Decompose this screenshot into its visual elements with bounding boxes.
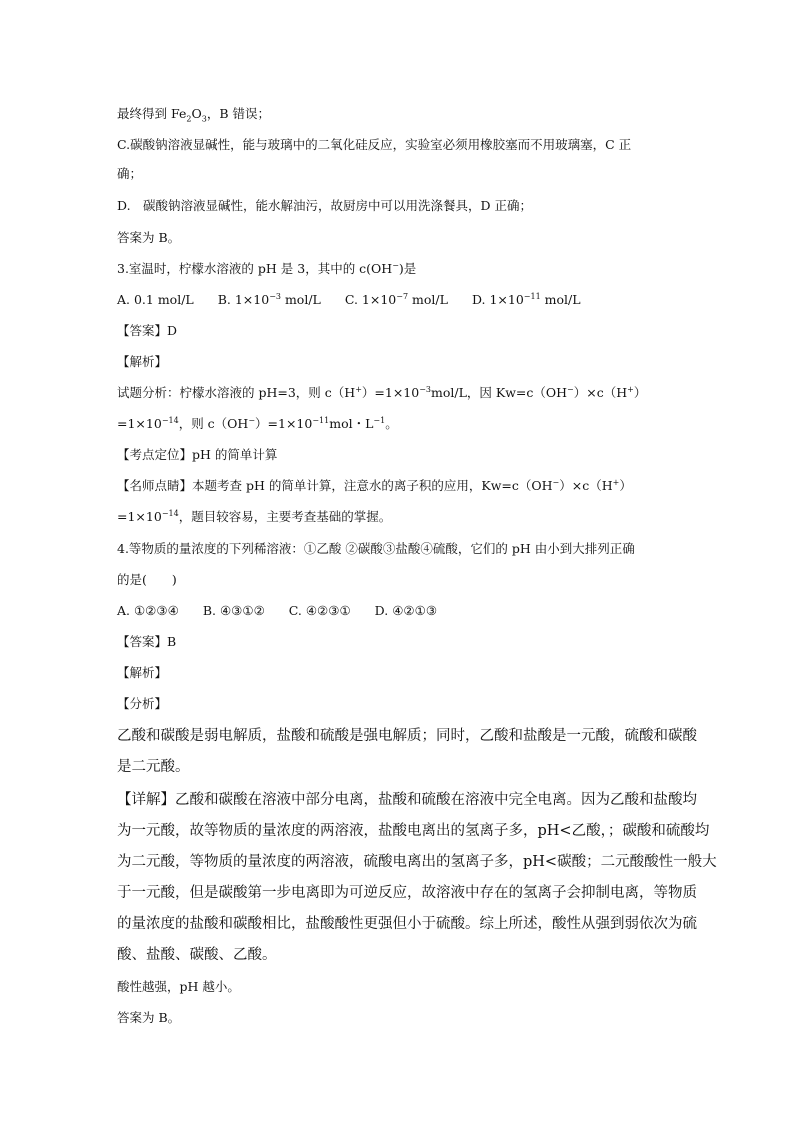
text-line: 的是( )	[117, 572, 177, 587]
question-3-options	[117, 290, 581, 310]
option-b: B. $1\times 10^{-3}$ mol/L	[217, 291, 321, 307]
option-d: D. ④②①③	[374, 603, 438, 618]
text-line: 确；	[117, 166, 143, 181]
text-line: 于一元酸，但是碳酸第一步电离即为可逆反应，故溶液中存在的氢离子会抑制电离，等物质	[117, 885, 697, 901]
text-line: 【详解】乙酸和碳酸在溶液中部分电离，盐酸和硫酸在溶液中完全电离。因为乙酸和盐酸均	[117, 792, 697, 808]
text-line: $=1\times 10^{-14}$，题目较容易，主要考查基础的掌握。	[117, 508, 392, 524]
text-line: 答案为 B。	[117, 1010, 181, 1025]
section-heading: 【分析】	[117, 696, 168, 711]
option-a: A. 0.1 mol/L	[117, 292, 194, 307]
option-b: B. ④③①②	[202, 603, 265, 618]
text-line: 【考点定位】pH 的简单计算	[117, 447, 278, 462]
text-line: 为一元酸，故等物质的量浓度的两溶液，盐酸电离出的氢离子多，pH<乙酸，；碳酸和硫酸均	[117, 823, 710, 839]
option-a: A. ①②③④	[117, 603, 179, 618]
question-4-stem: 4.等物质的量浓度的下列稀溶液：①乙酸 ②碳酸③盐酸④硫酸，它们的 pH 由小到大排列正确	[117, 541, 635, 556]
answer-label: 【答案】B	[117, 634, 177, 649]
question-3-stem: 3.室温时，柠檬水溶液的 pH 是 3，其中的 c(OH−)是	[117, 260, 417, 276]
text-line: C.碳酸钠溶液显碱性，能与玻璃中的二氧化硅反应，实验室必须用橡胶塞而不用玻璃塞，C 正	[117, 137, 632, 152]
text-line: $=1\times 10^{-14}$，则 $c(OH^-)=1\times 10^{-11}mol$・$L^{-1}$。	[117, 415, 398, 431]
option-c: C. ④②③①	[288, 603, 351, 618]
text-line: 最终得到 $Fe_2O_3$，B 错误；	[117, 106, 270, 124]
analysis-heading: 【解析】	[117, 354, 168, 369]
text-line: 酸、盐酸、碳酸、乙酸。	[117, 947, 277, 963]
text-line: 乙酸和碳酸是弱电解质，盐酸和硫酸是强电解质；同时，乙酸和盐酸是一元酸，硫酸和碳酸	[117, 728, 697, 744]
text-line: 是二元酸。	[117, 759, 190, 775]
text-line: 酸性越强，pH 越小。	[117, 979, 240, 994]
option-c: C. $1\times 10^{-7}$ mol/L	[344, 291, 448, 307]
option-d: D. $1\times 10^{-11}$ mol/L	[471, 291, 581, 307]
question-4-options	[117, 601, 437, 621]
text-line: 答案为 B。	[117, 230, 181, 245]
text-line: 试题分析：柠檬水溶液的 pH=3，则 $c(H^+)=1\times 10^{-3}mol/L$，因 Kw=c（OH−）×c（H+）	[117, 384, 647, 400]
text-line: 为二元酸，等物质的量浓度的两溶液，硫酸电离出的氢离子多，pH<碳酸；二元酸酸性一般大	[117, 854, 717, 870]
text-line: 【名师点睛】本题考查 pH 的简单计算，注意水的离子积的应用，Kw=c（OH−）×c（H+）	[117, 477, 632, 493]
answer-label: 【答案】D	[117, 323, 178, 338]
text-line: D. 碳酸钠溶液显碱性，能水解油污，故厨房中可以用洗涤餐具，D 正确；	[117, 198, 533, 213]
text-line: 的量浓度的盐酸和碳酸相比，盐酸酸性更强但小于硫酸。综上所述，酸性从强到弱依次为硫	[117, 916, 697, 932]
analysis-heading: 【解析】	[117, 665, 168, 680]
